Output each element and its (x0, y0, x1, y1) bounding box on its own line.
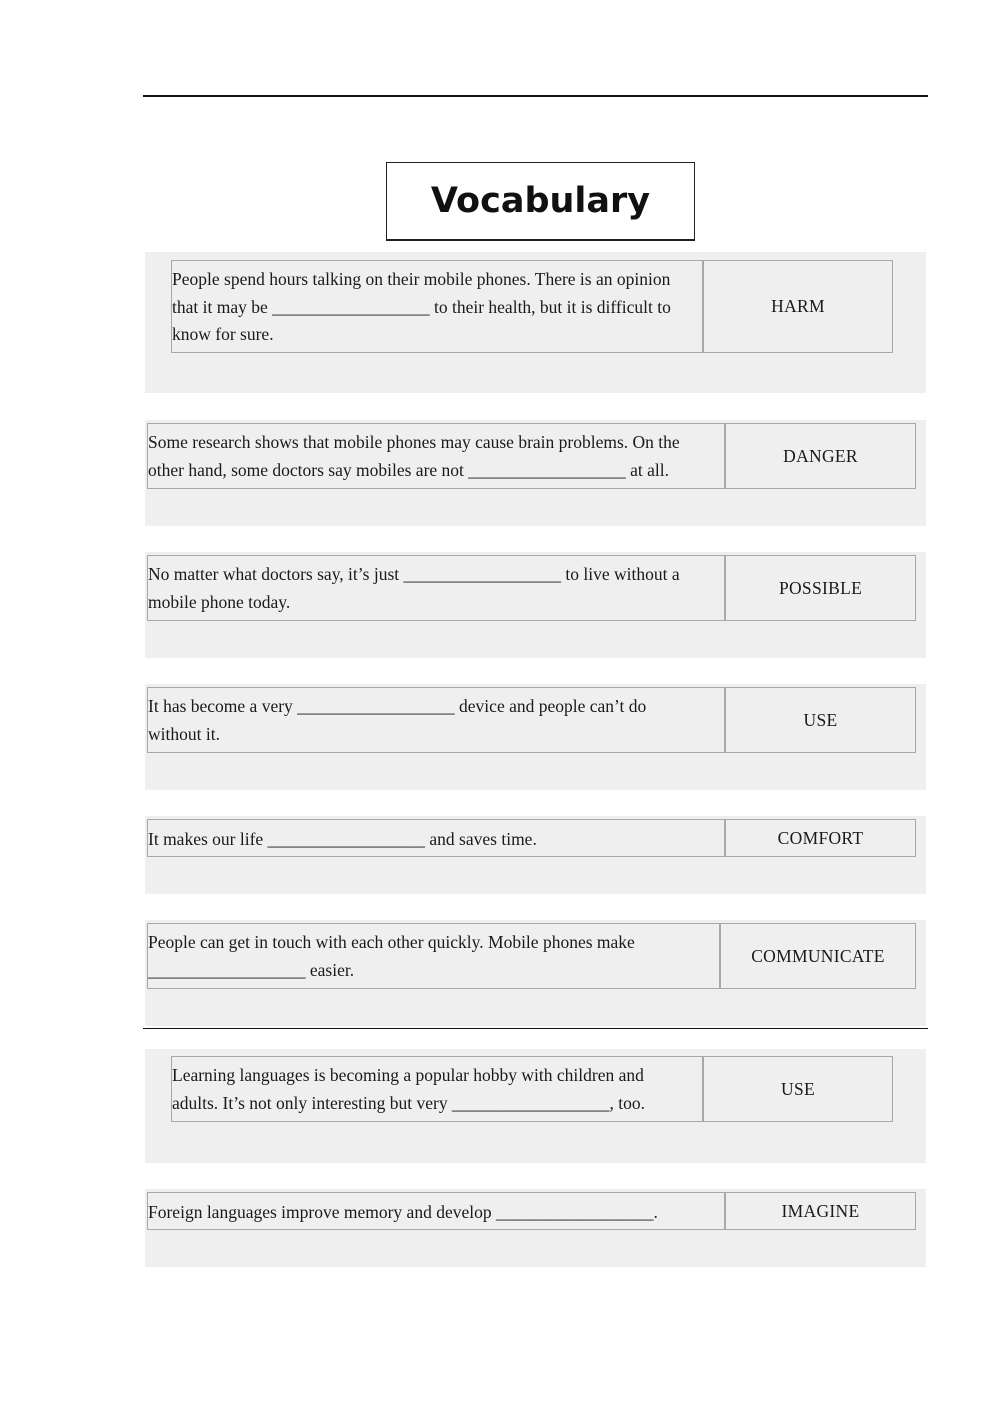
exercise-row (147, 555, 916, 621)
exercise-sentence: It makes our life __________________ and saves time. (148, 829, 537, 849)
exercise-sentence: Foreign languages improve memory and develop __________________. (148, 1202, 658, 1222)
top-rule (143, 95, 928, 97)
exercise-sentence: People can get in touch with each other quickly. Mobile phones make __________________ easier. (148, 932, 635, 980)
exercise-row (147, 687, 916, 753)
exercise-keyword: HARM (702, 261, 892, 352)
exercise-keyword: COMMUNICATE (719, 924, 915, 988)
exercise-keyword: USE (724, 688, 915, 752)
exercise-row (147, 819, 916, 857)
exercise-sentence: It has become a very __________________ device and people can’t do without it. (148, 696, 647, 744)
exercise-row (147, 923, 916, 989)
exercise-row (147, 423, 916, 489)
page-title: Vocabulary (386, 162, 695, 241)
exercise-sentence: Some research shows that mobile phones may cause brain problems. On the other hand, some doctors say mobiles are not __________________ at all. (148, 432, 680, 480)
exercise-keyword: USE (702, 1057, 892, 1121)
exercise-keyword: DANGER (724, 424, 915, 488)
exercise-row (147, 1192, 916, 1230)
exercise-sentence: People spend hours talking on their mobile phones. There is an opinion that it may be __________________ to their health, but it is difficult to know for sure. (172, 269, 671, 344)
exercise-keyword: IMAGINE (724, 1193, 915, 1229)
section-rule (143, 1028, 928, 1029)
exercise-row (171, 260, 893, 353)
exercise-keyword: POSSIBLE (724, 556, 915, 620)
exercise-sentence: No matter what doctors say, it’s just __________________ to live without a mobile phone today. (148, 564, 680, 612)
exercise-sentence: Learning languages is becoming a popular hobby with children and adults. It’s not only interesting but very __________________, too. (172, 1065, 645, 1113)
exercise-row (171, 1056, 893, 1122)
exercise-keyword: COMFORT (724, 820, 915, 856)
